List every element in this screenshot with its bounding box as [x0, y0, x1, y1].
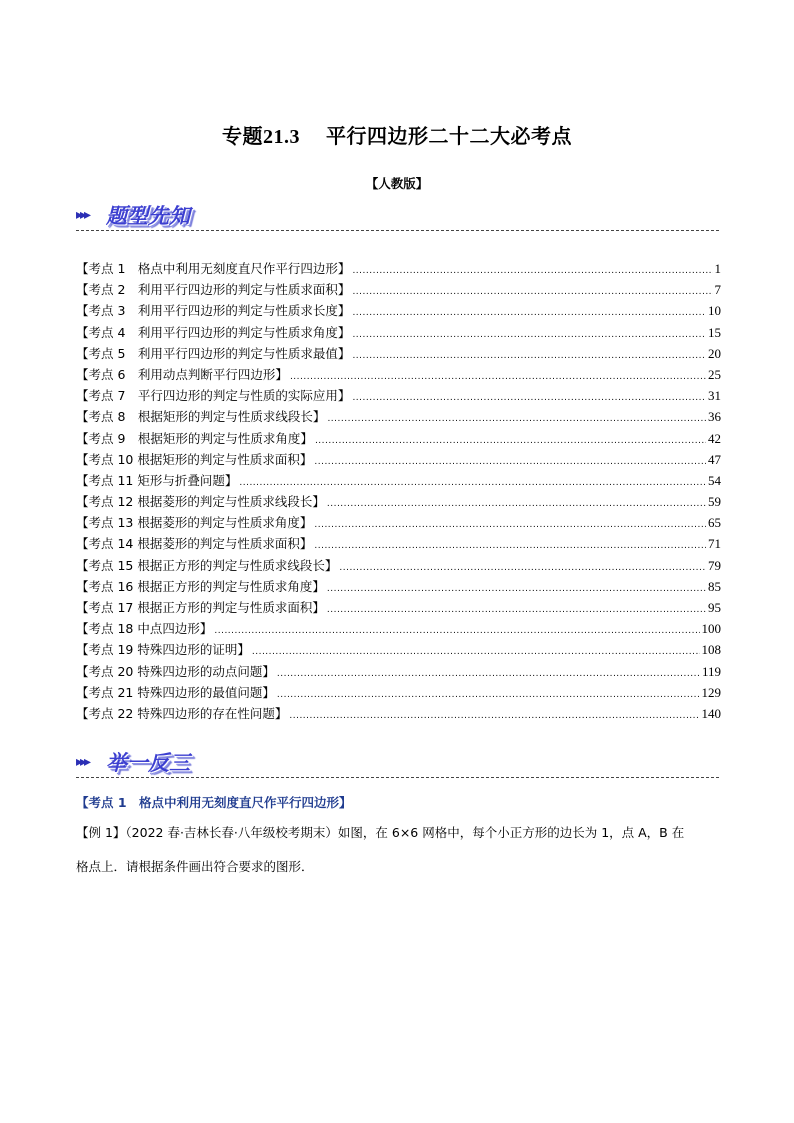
toc-leader-dots — [314, 519, 706, 531]
toc-leader-dots — [277, 668, 700, 680]
toc-page-number: 129 — [701, 684, 721, 700]
toc-page-number: 47 — [708, 451, 721, 467]
toc-entry[interactable] — [76, 407, 721, 428]
toc-page-number: 95 — [708, 600, 721, 615]
toc-page-number: 100 — [701, 621, 721, 637]
toc-entry[interactable] — [76, 386, 721, 407]
page-title — [0, 120, 794, 149]
toc-entry[interactable] — [76, 534, 721, 555]
banner-preview — [76, 202, 726, 228]
toc-entry-title: 【考点 12 根据菱形的判定与性质求线段长】 — [76, 494, 325, 510]
toc-leader-dots — [339, 562, 706, 574]
toc-entry-title: 【考点 3 利用平行四边形的判定与性质求长度】 — [76, 303, 351, 319]
toc-entry-title: 【考点 11 矩形与折叠问题】 — [76, 472, 238, 488]
toc-leader-dots — [214, 625, 699, 637]
toc-entry-title: 【考点 19 特殊四边形的证明】 — [76, 642, 250, 658]
toc-leader-dots — [289, 710, 699, 722]
toc-entry[interactable] — [76, 492, 721, 513]
toc-entry-title: 【考点 21 特殊四边形的最值问题】 — [76, 684, 275, 700]
toc-entry[interactable] — [76, 556, 721, 577]
toc-leader-dots — [352, 307, 706, 319]
toc-entry-title: 【考点 16 根据正方形的判定与性质求角度】 — [76, 578, 325, 594]
toc-entry[interactable] — [76, 704, 721, 725]
title-text: 平行四边形二十二大必考点 — [326, 124, 572, 148]
toc-entry[interactable] — [76, 513, 721, 534]
banner-arrows-icon: ▸▸▸ — [76, 754, 89, 770]
toc-leader-dots — [252, 646, 700, 658]
toc-entry-title: 【考点 7 平行四边形的判定与性质的实际应用】 — [76, 388, 351, 404]
toc-leader-dots — [327, 498, 706, 510]
toc-entry[interactable] — [76, 323, 721, 344]
toc-entry-title: 【考点 2 利用平行四边形的判定与性质求面积】 — [76, 282, 351, 298]
toc-page-number: 10 — [708, 303, 721, 319]
toc-entry[interactable] — [76, 365, 721, 386]
toc-entry[interactable] — [76, 280, 721, 301]
section-heading: 【考点 1 格点中利用无刻度直尺作平行四边形】 — [76, 795, 352, 810]
toc-leader-dots — [352, 350, 706, 362]
toc-leader-dots — [352, 265, 712, 277]
toc-leader-dots — [327, 583, 706, 595]
toc-entry-title: 【考点 6 利用动点判断平行四边形】 — [76, 366, 288, 382]
toc-entry-title: 【考点 17 根据正方形的判定与性质求面积】 — [76, 600, 325, 615]
toc-page-number: 140 — [701, 705, 721, 721]
toc-leader-dots — [327, 413, 706, 425]
title-number: 21.3 — [263, 126, 300, 148]
toc-leader-dots — [327, 604, 706, 616]
toc-entry[interactable] — [76, 344, 721, 365]
toc-page-number: 7 — [714, 282, 721, 298]
toc-page-number: 25 — [708, 366, 721, 382]
toc-leader-dots — [290, 371, 706, 383]
banner-arrows-icon: ▸▸▸ — [76, 207, 89, 223]
toc-entry[interactable] — [76, 471, 721, 492]
toc-entry-title: 【考点 4 利用平行四边形的判定与性质求角度】 — [76, 324, 351, 340]
toc-page-number: 1 — [714, 261, 721, 276]
toc-page-number: 85 — [708, 578, 721, 594]
banner-practice — [76, 749, 726, 775]
banner-divider — [76, 230, 719, 231]
toc-leader-dots — [277, 689, 700, 701]
edition-label: 【人教版】 — [365, 176, 429, 191]
toc-page-number: 15 — [708, 324, 721, 340]
toc-entry-title: 【考点 22 特殊四边形的存在性问题】 — [76, 705, 288, 721]
toc-entry-title: 【考点 8 根据矩形的判定与性质求线段长】 — [76, 409, 326, 425]
banner-label: 题型先知 — [106, 204, 190, 228]
toc-entry[interactable] — [76, 429, 721, 450]
toc-entry[interactable] — [76, 619, 721, 640]
toc-entry-title: 【考点 15 根据正方形的判定与性质求线段长】 — [76, 557, 338, 573]
toc-entry[interactable] — [76, 301, 721, 322]
toc-entry[interactable] — [76, 662, 721, 683]
toc-entry-title: 【考点 9 根据矩形的判定与性质求角度】 — [76, 430, 313, 446]
toc-entry[interactable] — [76, 683, 721, 704]
toc-page-number: 36 — [708, 409, 721, 425]
toc-leader-dots — [314, 540, 706, 552]
toc-leader-dots — [352, 392, 706, 404]
toc-entry-title: 【考点 5 利用平行四边形的判定与性质求最值】 — [76, 345, 351, 361]
toc-page-number: 20 — [708, 345, 721, 361]
toc-leader-dots — [315, 435, 706, 447]
toc-page-number: 59 — [708, 494, 721, 510]
toc-entry-title: 【考点 13 根据菱形的判定与性质求角度】 — [76, 515, 313, 531]
toc-entry[interactable] — [76, 598, 721, 619]
toc-page-number: 71 — [708, 536, 721, 552]
toc-page-number: 65 — [708, 515, 721, 531]
toc-entry-title: 【考点 14 根据菱形的判定与性质求面积】 — [76, 536, 313, 552]
toc-entry[interactable] — [76, 640, 721, 661]
toc-page-number: 79 — [708, 557, 721, 573]
toc-entry-title: 【考点 20 特殊四边形的动点问题】 — [76, 663, 275, 679]
banner-label: 举一反三 — [106, 751, 190, 775]
toc-page-number: 42 — [708, 430, 721, 446]
toc-entry[interactable] — [76, 577, 721, 598]
table-of-contents — [76, 259, 721, 725]
toc-page-number: 31 — [708, 388, 721, 404]
toc-entry-title: 【考点 10 根据矩形的判定与性质求面积】 — [76, 451, 313, 467]
toc-entry[interactable] — [76, 450, 721, 471]
toc-leader-dots — [352, 329, 706, 341]
toc-leader-dots — [352, 286, 712, 298]
toc-page-number: 108 — [701, 642, 721, 658]
toc-page-number: 119 — [701, 663, 721, 679]
toc-page-number: 54 — [708, 472, 721, 488]
title-prefix: 专题 — [222, 124, 263, 148]
toc-entry-title: 【考点 18 中点四边形】 — [76, 621, 213, 637]
example-text-line-2: 格点上．请根据条件画出符合要求的图形． — [76, 859, 314, 874]
toc-entry-title: 【考点 1 格点中利用无刻度直尺作平行四边形】 — [76, 261, 351, 276]
toc-entry[interactable] — [76, 259, 721, 280]
banner-divider — [76, 777, 719, 778]
toc-leader-dots — [314, 456, 706, 468]
toc-leader-dots — [239, 477, 706, 489]
example-text-line-1: 【例 1】（2022 春·吉林长春·八年级校考期末）如图，在 6×6 网格中，每个小正方形的边长为 1，点 A，B 在 — [76, 825, 685, 840]
